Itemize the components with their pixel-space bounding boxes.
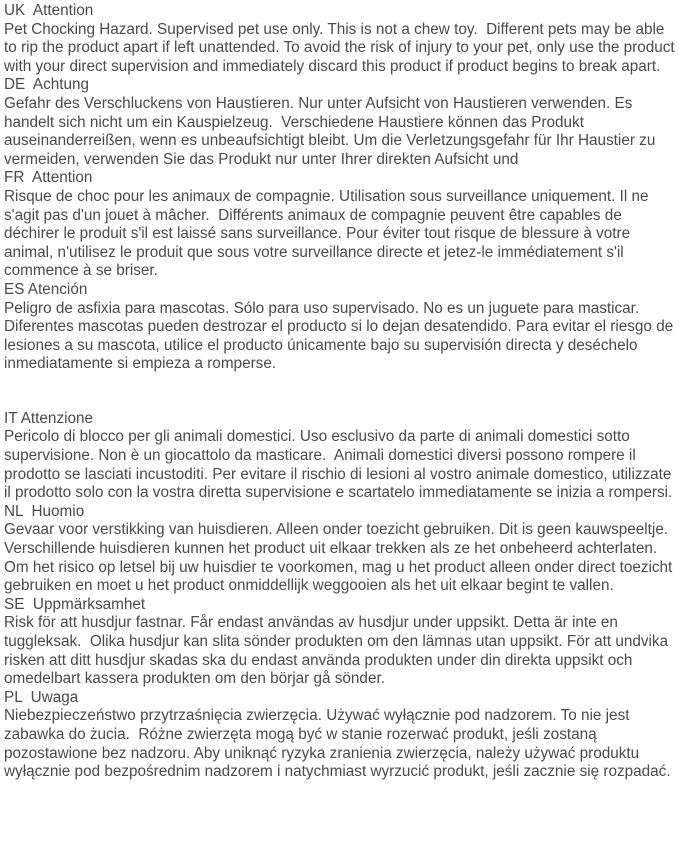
section-divider-gap xyxy=(4,374,675,410)
section-fr-body: Risque de choc pour les animaux de compagnie. Utilisation sous surveillance uniquement. Il ne s'agit pas d'un jouet à mâcher. Différents animaux de compagnie peuvent être capables de déchirer le produit s'il est laissé sans surveillance. Pour éviter tout risque de blessure à votre animal, n'utilisez le produit que sous votre surveillance directe et jetez-le immédiatement s'il commence à se briser. xyxy=(4,187,653,280)
section-es-body: Peligro de asfixia para mascotas. Sólo para uso supervisado. No es un juguete para masticar. Diferentes mascotas pueden destrozar el producto si lo dejan desatendido. Para evitar el riesgo de lesiones a su mascota, utilice el producto únicamente bajo su supervisión directa y deséchelo inmediatamente si empieza a romperse. xyxy=(4,299,678,373)
section-de-header: DE Achtung xyxy=(4,76,90,94)
section-es xyxy=(4,280,678,374)
section-nl-body: Gevaar voor verstikking van huisdieren. Alleen onder toezicht gebruiken. Dit is geen kauwspeeltje. Verschillende huisdieren kunnen het product uit elkaar trekken als ze het onbeheerd achterlaten. Om het risico op letsel bij uw huisdier te voorkomen, mag u het product alleen onder direct toezicht gebruiken en moet u het product onmiddellijk weggooien als het uit elkaar begint te vallen. xyxy=(4,521,677,595)
section-uk xyxy=(4,2,679,76)
section-se xyxy=(4,596,675,689)
section-fr-header: FR Attention xyxy=(4,169,93,187)
section-it xyxy=(4,410,675,503)
section-pl-body: Niebezpieczeństwo przytrzaśnięcia zwierzęcia. Używać wyłącznie pod nadzorem. To nie jest zabawka do żucia. Różne zwierzęta mogą być w stanie rozerwać produkt, jeśli zostaną pozostawione bez nadzoru. Aby uniknąć ryzyka zranienia zwierzęcia, należy używać produktu wyłącznie pod bezpośrednim nadzorem i natychmiast wyrzucić produkt, jeśli zacznie się rozpadać. xyxy=(4,707,671,781)
section-pl xyxy=(4,689,675,782)
section-se-header: SE Uppmärksamhet xyxy=(4,595,146,613)
section-uk-header: UK Attention xyxy=(4,2,94,19)
section-de-body: Gefahr des Verschluckens von Haustieren. Nur unter Aufsicht von Haustieren verwenden. Es handelt sich nicht um ein Kauspielzeug. Verschiedene Haustiere können das Produkt auseinanderreißen, wenn es unbeaufsichtigt bleibt. Um die Verletzungsgefahr für Ihr Haustier zu vermeiden, verwenden Sie das Produkt nur unter Ihrer direkten Aufsicht und xyxy=(4,94,660,168)
section-it-body: Pericolo di blocco per gli animali domestici. Uso esclusivo da parte di animali domestici sotto supervisione. Non è un giocattolo da masticare. Animali domestici diversi possono rompere il prodotto se lasciati incustoditi. Per evitare il rischio di lesioni al vostro animale domestico, utilizzate il prodotto solo con la vostra diretta supervisione e scartatelo immediatamente se inizia a rompersi. xyxy=(4,428,676,502)
section-nl xyxy=(4,503,675,596)
section-pl-header: PL Uwaga xyxy=(4,688,79,706)
section-es-header: ES Atención xyxy=(4,280,88,298)
section-nl-header: NL Huomio xyxy=(4,502,85,520)
section-uk-body: Pet Chocking Hazard. Supervised pet use only. This is not a chew toy. Different pets may be able to rip the product apart if left unattended. To avoid the risk of injury to your pet, only use the product with your direct supervision and immediately discard this product if product begins to break apart. xyxy=(4,20,679,75)
section-fr xyxy=(4,169,675,281)
section-it-header: IT Attenzione xyxy=(4,409,94,427)
section-de xyxy=(4,76,675,169)
section-se-body: Risk för att husdjur fastnar. Får endast användas av husdjur under uppsikt. Detta är inte en tuggleksak. Olika husdjur kan slita sönder produkten om den lämnas utan uppsikt. För att undvika risken att ditt husdjur skadas ska du endast använda produkten under din direkta uppsikt och omedelbart kassera produkten om den börjar gå sönder. xyxy=(4,614,673,688)
